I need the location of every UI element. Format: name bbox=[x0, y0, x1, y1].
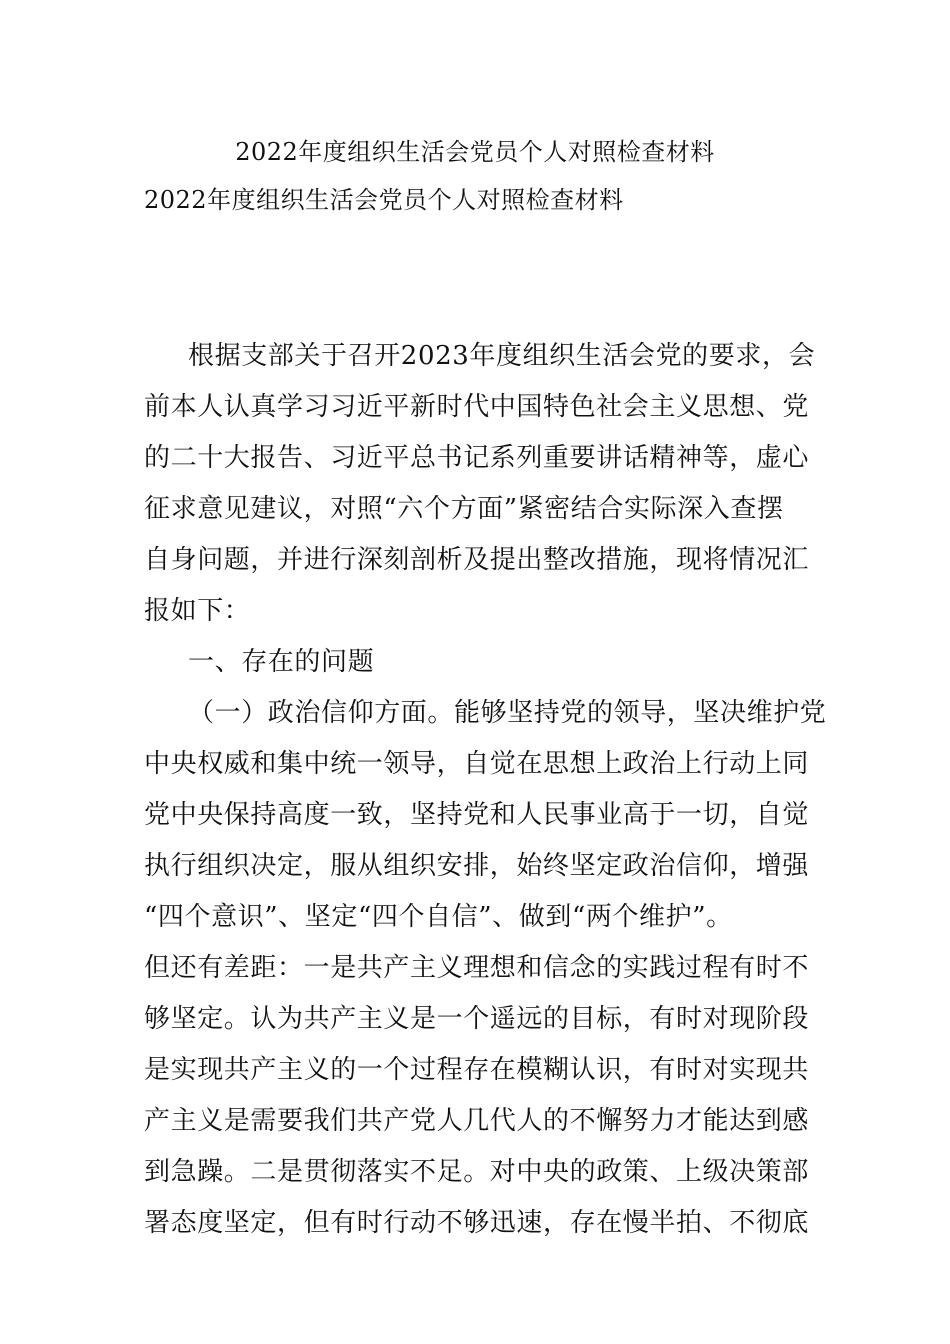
paragraph-line: 但还有差距：一是共产主义理想和信念的实践过程有时不 bbox=[144, 953, 810, 983]
paragraph-line: 产主义是需要我们共产党人几代人的不懈努力才能达到感 bbox=[144, 1106, 810, 1136]
paragraph-line: 是实现共产主义的一个过程存在模糊认识，有时对实现共 bbox=[144, 1055, 810, 1085]
document-body bbox=[144, 331, 827, 1249]
document-title: 2022年度组织生活会党员个人对照检查材料 bbox=[235, 138, 715, 166]
section-heading: 一、存在的问题 bbox=[188, 647, 375, 677]
paragraph-line: 报如下： bbox=[144, 596, 251, 626]
paragraph-line: 前本人认真学习习近平新时代中国特色社会主义思想、党 bbox=[144, 392, 810, 422]
document-subtitle: 2022年度组织生活会党员个人对照检查材料 bbox=[144, 186, 624, 214]
paragraph-line: 自身问题，并进行深刻剖析及提出整改措施，现将情况汇 bbox=[144, 545, 810, 575]
paragraph-line: 够坚定。认为共产主义是一个遥远的目标，有时对现阶段 bbox=[144, 1004, 810, 1034]
paragraph-line: “四个意识”、坚定“四个自信”、做到“两个维护”。 bbox=[144, 902, 733, 932]
paragraph-line: 署态度坚定，但有时行动不够迅速，存在慢半拍、不彻底 bbox=[144, 1208, 810, 1238]
paragraph-line: 的二十大报告、习近平总书记系列重要讲话精神等，虚心 bbox=[144, 443, 810, 473]
paragraph-line: 根据支部关于召开2023年度组织生活会党的要求，会 bbox=[188, 341, 816, 371]
paragraph-line: （一）政治信仰方面。能够坚持党的领导，坚决维护党 bbox=[188, 698, 827, 728]
paragraph-line: 党中央保持高度一致，坚持党和人民事业高于一切，自觉 bbox=[144, 800, 810, 830]
paragraph-line: 执行组织决定，服从组织安排，始终坚定政治信仰，增强 bbox=[144, 851, 810, 881]
paragraph-line: 征求意见建议，对照“六个方面”紧密结合实际深入查摆 bbox=[144, 494, 784, 524]
paragraph-line: 到急躁。二是贯彻落实不足。对中央的政策、上级决策部 bbox=[144, 1157, 810, 1187]
paragraph-line: 中央权威和集中统一领导，自觉在思想上政治上行动上同 bbox=[144, 749, 810, 779]
